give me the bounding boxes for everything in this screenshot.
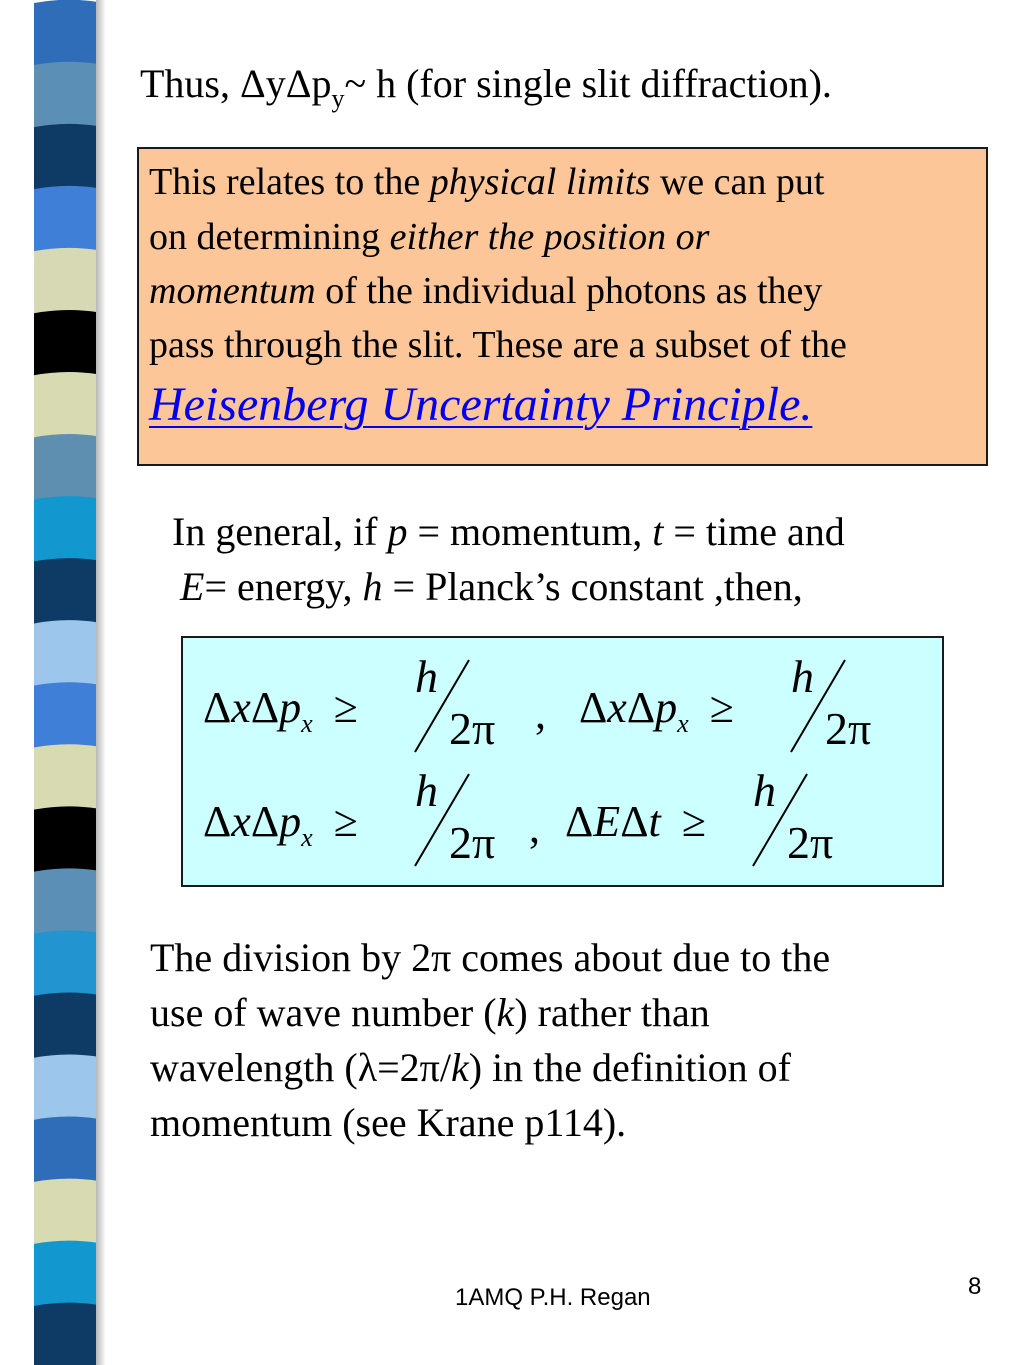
page-number: 8 bbox=[968, 1273, 982, 1300]
stripe-segment bbox=[34, 806, 98, 872]
box-emphasis: either the position or bbox=[389, 216, 710, 258]
eq-var: t bbox=[648, 797, 661, 846]
explanation-text: wavelength (λ=2π/ bbox=[150, 1045, 451, 1090]
stripe-segment bbox=[34, 992, 98, 1058]
delta-symbol: Δ bbox=[203, 797, 232, 846]
delta-symbol: Δ bbox=[203, 683, 232, 732]
stripe-segment bbox=[34, 62, 98, 128]
stripe-shadow bbox=[96, 0, 106, 1365]
explanation-line-2 bbox=[150, 989, 710, 1037]
fraction-h-over-2pi bbox=[403, 651, 503, 756]
fraction-numerator: h bbox=[753, 765, 776, 816]
fraction-denominator: 2π bbox=[449, 817, 496, 868]
stripe-segment bbox=[34, 372, 98, 438]
box-line-2 bbox=[149, 214, 709, 260]
var-p: p bbox=[387, 509, 408, 554]
eq-var: x bbox=[607, 683, 627, 732]
box-text: we can put bbox=[650, 161, 825, 203]
geq-symbol: ≥ bbox=[333, 797, 358, 846]
var-k: k bbox=[496, 990, 515, 1035]
uncertainty-equations-box bbox=[181, 636, 944, 887]
fraction-h-over-2pi bbox=[741, 765, 841, 870]
var-t: t bbox=[652, 509, 664, 554]
stripe-segment bbox=[34, 868, 98, 934]
equation-2 bbox=[579, 682, 734, 738]
stripe-segment bbox=[34, 930, 98, 996]
geq-symbol: ≥ bbox=[681, 797, 706, 846]
geq-symbol: ≥ bbox=[333, 683, 358, 732]
fraction-numerator: h bbox=[415, 765, 438, 816]
box-line-1 bbox=[149, 159, 824, 205]
stripe-segment bbox=[34, 186, 98, 252]
eq-subscript: x bbox=[301, 823, 313, 852]
stripe-segment bbox=[34, 310, 98, 376]
general-text: = time and bbox=[663, 509, 845, 554]
eq-var: E bbox=[593, 797, 621, 846]
geq-symbol: ≥ bbox=[709, 683, 734, 732]
physical-limits-box bbox=[137, 147, 988, 466]
intro-p: p bbox=[311, 61, 332, 106]
general-line-1 bbox=[172, 508, 845, 556]
fraction-numerator: h bbox=[415, 651, 438, 702]
intro-line bbox=[140, 60, 832, 113]
delta-symbol: Δ bbox=[240, 61, 266, 106]
footer-author: 1AMQ P.H. Regan bbox=[455, 1284, 651, 1311]
general-text: = energy, bbox=[204, 564, 363, 609]
comma-separator: , bbox=[535, 689, 546, 738]
stripe-segment bbox=[34, 496, 98, 562]
delta-symbol: Δ bbox=[285, 61, 312, 106]
var-k: k bbox=[450, 1045, 469, 1090]
eq-var: p bbox=[279, 683, 302, 732]
box-text: This relates to the bbox=[149, 161, 430, 203]
explanation-line-1: The division by 2π comes about due to the bbox=[150, 935, 831, 980]
stripe-segment bbox=[34, 558, 98, 624]
stripe-segment bbox=[34, 682, 98, 748]
stripe-segment bbox=[34, 434, 98, 500]
box-text: on determining bbox=[149, 216, 390, 258]
eq-var: x bbox=[231, 797, 251, 846]
equation-4 bbox=[565, 796, 706, 848]
intro-y: y bbox=[265, 61, 286, 106]
fraction-denominator: 2π bbox=[825, 703, 872, 754]
stripe-segment bbox=[34, 248, 98, 314]
general-text: = Planck’s constant ,then, bbox=[382, 564, 803, 609]
explanation-text: use of wave number ( bbox=[150, 990, 497, 1035]
eq-var: p bbox=[655, 683, 678, 732]
intro-prefix: Thus, bbox=[140, 61, 240, 106]
stripe-segment bbox=[34, 620, 98, 686]
box-text: of the individual photons as they bbox=[315, 270, 823, 312]
stripe-segment bbox=[34, 124, 98, 190]
fraction-denominator: 2π bbox=[449, 703, 496, 754]
stripe-segment bbox=[34, 1303, 98, 1365]
eq-var: x bbox=[231, 683, 251, 732]
decorative-stripe bbox=[34, 0, 98, 1365]
eq-subscript: x bbox=[677, 709, 689, 738]
fraction-numerator: h bbox=[791, 651, 814, 702]
stripe-segment bbox=[34, 0, 98, 66]
box-line-3 bbox=[149, 268, 822, 314]
delta-symbol: Δ bbox=[250, 683, 280, 732]
explanation-text: ) in the definition of bbox=[468, 1045, 791, 1090]
intro-subscript-y: y bbox=[331, 84, 345, 113]
stripe-segment bbox=[34, 1055, 98, 1121]
eq-var: p bbox=[279, 797, 302, 846]
general-text: In general, if bbox=[172, 509, 388, 554]
comma-separator: , bbox=[529, 803, 540, 852]
delta-symbol: Δ bbox=[626, 683, 656, 732]
delta-symbol: Δ bbox=[565, 797, 594, 846]
fraction-h-over-2pi bbox=[779, 651, 879, 756]
stripe-segment bbox=[34, 1241, 98, 1307]
fraction-denominator: 2π bbox=[787, 817, 834, 868]
eq-subscript: x bbox=[301, 709, 313, 738]
intro-suffix: ~ h (for single slit diffraction). bbox=[344, 61, 832, 106]
stripe-segment bbox=[34, 1117, 98, 1183]
explanation-text: ) rather than bbox=[514, 990, 710, 1035]
fraction-h-over-2pi bbox=[403, 765, 503, 870]
box-emphasis: momentum bbox=[149, 270, 316, 312]
var-e: E bbox=[180, 564, 205, 609]
general-text: = momentum, bbox=[407, 509, 653, 554]
explanation-line-3 bbox=[150, 1044, 791, 1092]
box-line-4: pass through the slit. These are a subset of the bbox=[149, 324, 847, 366]
equation-1 bbox=[203, 682, 358, 738]
var-h: h bbox=[362, 564, 383, 609]
equation-3 bbox=[203, 796, 358, 852]
box-emphasis: physical limits bbox=[429, 161, 651, 203]
delta-symbol: Δ bbox=[579, 683, 608, 732]
stripe-segment bbox=[34, 1179, 98, 1245]
general-line-2 bbox=[180, 563, 803, 611]
delta-symbol: Δ bbox=[250, 797, 280, 846]
heisenberg-link[interactable]: Heisenberg Uncertainty Principle. bbox=[149, 378, 813, 431]
delta-symbol: Δ bbox=[620, 797, 649, 846]
stripe-segment bbox=[34, 744, 98, 810]
explanation-line-4: momentum (see Krane p114). bbox=[150, 1100, 627, 1145]
